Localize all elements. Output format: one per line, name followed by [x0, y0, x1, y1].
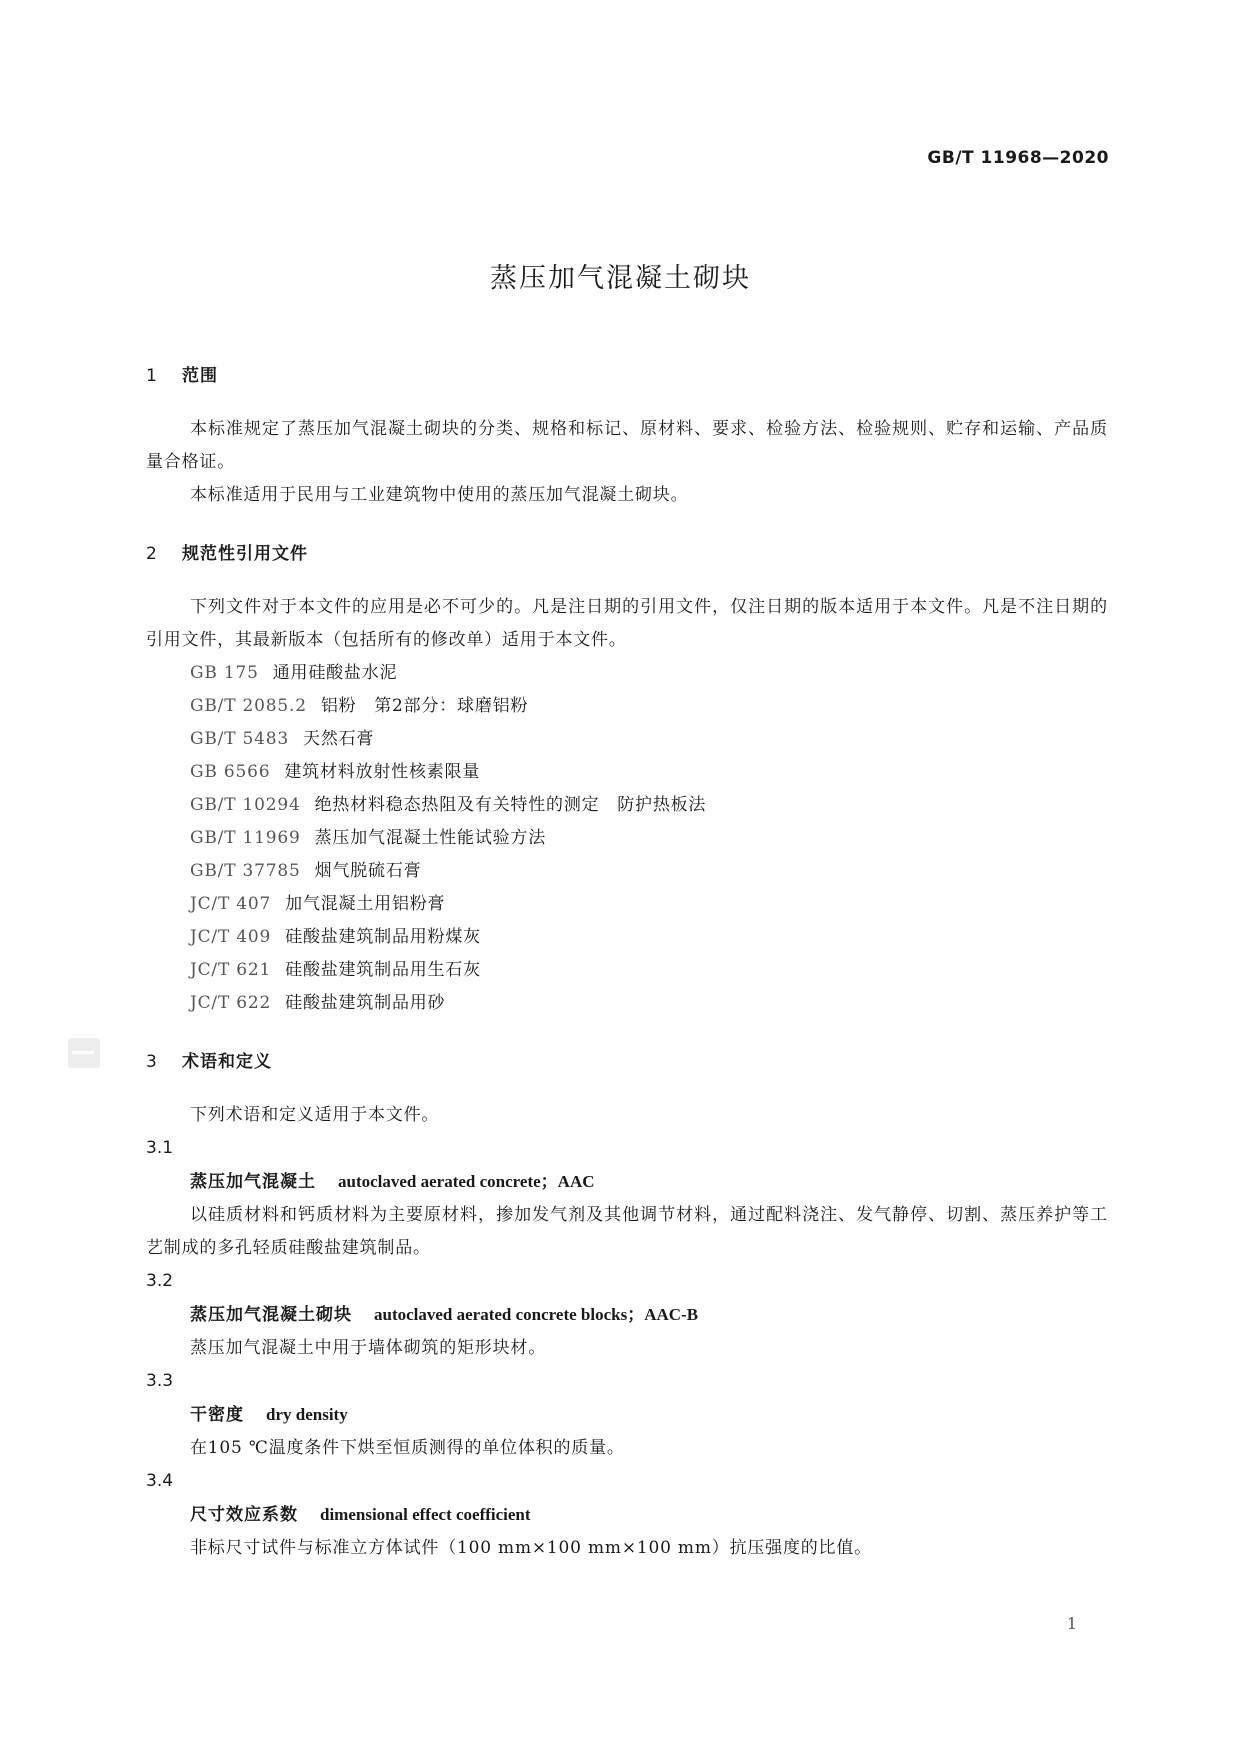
term-definition: 在105 ℃温度条件下烘至恒质测得的单位体积的质量。 [190, 1438, 625, 1458]
term-number: 3.4 [146, 1471, 174, 1491]
reference-title: 加气混凝土用铝粉膏 [285, 894, 446, 914]
document-body [146, 360, 1108, 1565]
term-definition: 蒸压加气混凝土中用于墙体砌筑的矩形块材。 [190, 1338, 546, 1358]
term-name [146, 1165, 1108, 1199]
reference-title: 硅酸盐建筑制品用生石灰 [285, 960, 481, 980]
reference-item [146, 987, 1108, 1020]
section-heading-normative-references [146, 538, 1108, 571]
term-number: 3.1 [146, 1138, 174, 1158]
term-name-zh: 蒸压加气混凝土 [190, 1172, 316, 1192]
term-number: 3.3 [146, 1371, 174, 1391]
reference-item [146, 954, 1108, 987]
reference-title: 铝粉 第2部分：球磨铝粉 [320, 696, 529, 716]
section-title: 术语和定义 [182, 1052, 272, 1072]
reference-title: 烟气脱硫石膏 [314, 861, 422, 881]
term-name [146, 1298, 1108, 1332]
scope-paragraph: 本标准适用于民用与工业建筑物中使用的蒸压加气混凝土砌块。 [190, 485, 689, 505]
term-definition: 以硅质材料和钙质材料为主要原材料，掺加发气剂及其他调节材料，通过配料浇注、发气静停、切割、蒸压养护等工艺制成的多孔轻质硅酸盐建筑制品。 [146, 1205, 1108, 1258]
term-definition: 非标尺寸试件与标准立方体试件（100 mm×100 mm×100 mm）抗压强度的比值。 [190, 1538, 872, 1558]
term-name-zh: 尺寸效应系数 [190, 1505, 298, 1525]
reference-item [146, 789, 1108, 822]
reference-title: 硅酸盐建筑制品用砂 [285, 993, 446, 1013]
reference-code: JC/T 407 [190, 894, 272, 914]
reference-code: GB/T 10294 [190, 795, 301, 815]
reference-item [146, 921, 1108, 954]
term-name [146, 1498, 1108, 1532]
section-number: 2 [146, 544, 158, 564]
reference-title: 绝热材料稳态热阻及有关特性的测定 防护热板法 [314, 795, 707, 815]
reference-code: JC/T 409 [190, 927, 272, 947]
reference-item [146, 888, 1108, 921]
reference-title: 蒸压加气混凝土性能试验方法 [314, 828, 547, 848]
margin-mark [68, 1038, 100, 1068]
scope-paragraph: 本标准规定了蒸压加气混凝土砌块的分类、规格和标记、原材料、要求、检验方法、检验规则、贮存和运输、产品质量合格证。 [146, 419, 1108, 472]
term-number: 3.2 [146, 1271, 174, 1291]
standard-number: GB/T 11968—2020 [927, 148, 1109, 168]
section-heading-scope [146, 360, 1108, 393]
reference-item [146, 756, 1108, 789]
term-name-zh: 干密度 [190, 1405, 244, 1425]
reference-code: GB/T 2085.2 [190, 696, 307, 716]
term-name-zh: 蒸压加气混凝土砌块 [190, 1305, 352, 1325]
reference-code: GB 6566 [190, 762, 271, 782]
reference-code: JC/T 621 [190, 960, 272, 980]
section-heading-terms-definitions [146, 1046, 1108, 1079]
reference-item [146, 723, 1108, 756]
reference-item [146, 855, 1108, 888]
references-intro: 下列文件对于本文件的应用是必不可少的。凡是注日期的引用文件，仅注日期的版本适用于本文件。凡是不注日期的引用文件，其最新版本（包括所有的修改单）适用于本文件。 [146, 597, 1108, 650]
reference-code: GB/T 11969 [190, 828, 301, 848]
reference-item [146, 690, 1108, 723]
term-name-en: autoclaved aerated concrete blocks；AAC-B [374, 1305, 699, 1324]
reference-code: GB/T 5483 [190, 729, 290, 749]
term-name-en: dimensional effect coefficient [320, 1505, 531, 1524]
term-name [146, 1398, 1108, 1432]
reference-item [146, 657, 1108, 690]
reference-title: 硅酸盐建筑制品用粉煤灰 [285, 927, 481, 947]
section-number: 1 [146, 366, 158, 386]
section-title: 范围 [182, 366, 218, 386]
page-number: 1 [1066, 1614, 1077, 1633]
reference-item [146, 822, 1108, 855]
section-title: 规范性引用文件 [182, 544, 308, 564]
section-number: 3 [146, 1052, 158, 1072]
reference-title: 天然石膏 [303, 729, 375, 749]
terms-intro: 下列术语和定义适用于本文件。 [190, 1105, 440, 1125]
reference-code: GB 175 [190, 663, 259, 683]
reference-title: 通用硅酸盐水泥 [272, 663, 398, 683]
term-name-en: autoclaved aerated concrete；AAC [338, 1172, 595, 1191]
reference-code: JC/T 622 [190, 993, 272, 1013]
term-name-en: dry density [266, 1405, 348, 1424]
reference-code: GB/T 37785 [190, 861, 301, 881]
document-title: 蒸压加气混凝土砌块 [490, 263, 751, 294]
reference-title: 建筑材料放射性核素限量 [284, 762, 481, 782]
